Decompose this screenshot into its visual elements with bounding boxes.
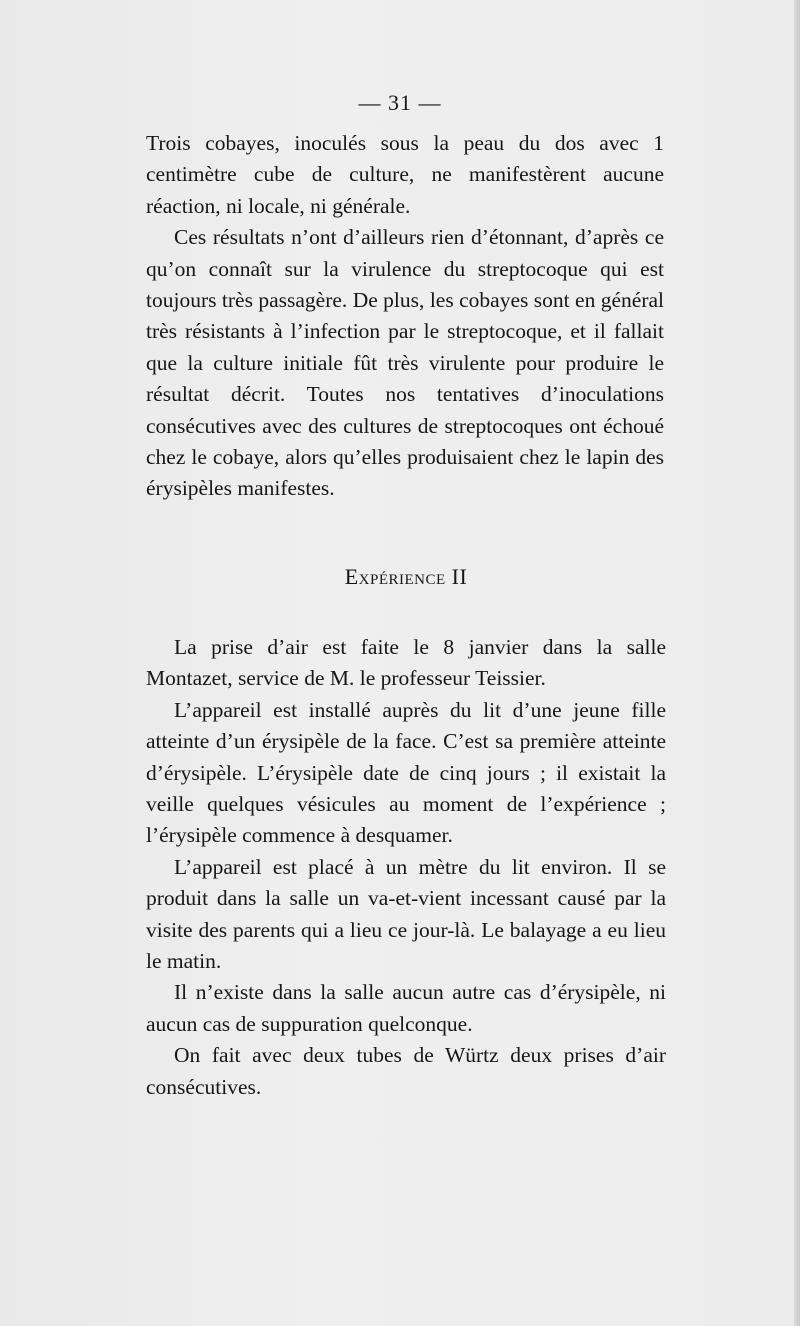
page-number: — 31 —	[358, 90, 442, 115]
paragraph: Ces résultats n’ont d’ailleurs rien d’étonnant, d’après ce qu’on connaît sur la virulence du streptocoque qui est toujours très passagère. De plus, les cobayes sont en général très résistants à l’infection par le streptocoque, et il fallait que la culture initiale fût très virulente pour produire le résultat décrit. Toutes nos tentatives d’inoculations consécutives avec des cultures de streptocoques ont échoué chez le cobaye, alors qu’elles produisaient chez le lapin des érysipèles manifestes.	[146, 225, 664, 501]
paragraph: La prise d’air est faite le 8 janvier dans la salle Montazet, service de M. le professeur Teissier.	[146, 635, 666, 691]
paragraph: L’appareil est placé à un mètre du lit environ. Il se produit dans la salle un va-et-vient incessant causé par la visite des parents qui a lieu ce jour-là. Le balayage a eu lieu le matin.	[146, 854, 666, 974]
text-block-top	[146, 128, 664, 505]
paragraph: L’appareil est installé auprès du lit d’une jeune fille atteinte d’un érysipèle de la face. C’est sa première atteinte d’érysipèle. L’érysipèle date de cinq jours ; il existait la veille quelques vésicules au moment de l’expérience ; l’érysipèle commence à desquamer.	[146, 697, 666, 848]
paragraph: On fait avec deux tubes de Würtz deux prises d’air consécutives.	[146, 1043, 666, 1099]
paragraph: Il n’existe dans la salle aucun autre cas d’érysipèle, ni aucun cas de suppuration quelconque.	[146, 980, 666, 1036]
section-heading: Expérience II	[344, 564, 468, 589]
page-edge	[794, 0, 800, 1326]
text-block-bottom	[146, 632, 666, 1103]
paragraph: Trois cobayes, inoculés sous la peau du dos avec 1 centimètre cube de culture, ne manifestèrent aucune réaction, ni locale, ni générale.	[146, 131, 664, 218]
